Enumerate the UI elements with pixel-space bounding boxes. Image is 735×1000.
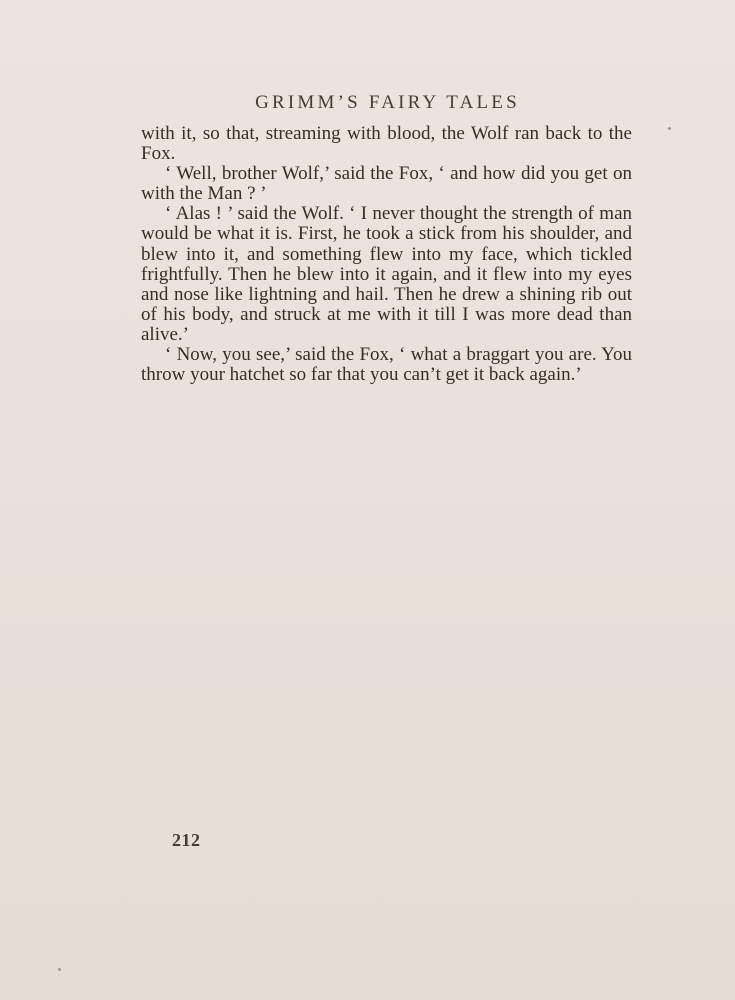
paragraph: [141, 204, 632, 345]
text-line: ‘ Alas ! ’ said the Wolf. ‘ I never thought the strength of: [165, 203, 594, 225]
text-line: with it, so that, streaming with blood, the Wolf ran back to the: [141, 123, 632, 144]
text-line: ‘ Now, you see,’ said the Fox, ‘ what a braggart you are.: [165, 344, 597, 366]
paper-speck: [58, 968, 61, 971]
running-head: GRIMM’S FAIRY TALES: [255, 92, 520, 113]
text-line: I was more dead than alive.’: [141, 303, 632, 345]
page-number: 212: [172, 830, 201, 850]
text-line: which tickled frightfully. Then he blew into it again, and it: [141, 243, 633, 285]
paper-speck: [668, 127, 671, 130]
paragraph: [141, 124, 632, 164]
text-line: ‘ Well, brother Wolf,’ said the Fox, ‘ and how did you get on: [165, 163, 632, 185]
text-line: shoulder, and blew into it, and something flew into my face,: [141, 223, 632, 265]
text-line: flew into my eyes and nose like lightning and hail. Then he: [141, 263, 633, 305]
paragraph: [141, 345, 632, 385]
body-text: [141, 124, 632, 385]
text-line: drew a shining rib out of his body, and struck at me with it till: [141, 283, 632, 325]
paragraph: [141, 164, 632, 204]
text-line: man would be what it is. First, he took a stick from his: [141, 203, 633, 245]
text-line: You throw your hatchet so far that you can’t get it back again.’: [141, 344, 632, 386]
text-line: Fox.: [141, 143, 176, 165]
text-line: with the Man ? ’: [141, 183, 267, 205]
